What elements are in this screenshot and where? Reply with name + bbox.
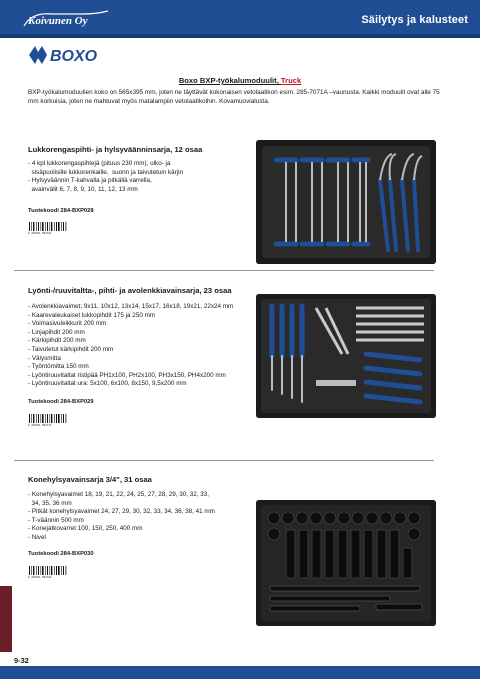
intro-text: BXP-työkalumoduulien koko on 565x395 mm, joten ne täyttävät kokonaisen vetolaatikon esim. 285-7071A –vaunusta. Kaikki moduulit ovat alle 75 mm korkuisia, joten ne mahtuvat myös matalampiin vetolaatikoihin. Kovamuovialusta. <box>28 89 440 106</box>
barcode-1 <box>28 222 68 234</box>
boxo-logo <box>28 44 114 66</box>
bullet: - 4 kpl lukkorengaspihtejä (pituus 230 mm), ulko- ja <box>28 160 171 167</box>
svg-text:6 416251 597164: 6 416251 597164 <box>28 232 52 234</box>
intro-title-main: Boxo BXP-työkalumoduulit, <box>178 76 281 85</box>
header-bar <box>0 0 480 38</box>
product-title-1: Lukkorengaspihti- ja hylsyväänninsarja, 12 osaa <box>28 145 203 154</box>
svg-text:6 416251 597171: 6 416251 597171 <box>28 424 52 426</box>
bullet: - Työntömitta 150 mm <box>28 363 89 371</box>
bullet: - Välysmitta <box>28 354 61 362</box>
svg-text:Koivunen Oy: Koivunen Oy <box>28 15 88 27</box>
intro-title-red: Truck <box>280 76 302 85</box>
product-title-2: Lyönti-/ruuvitaltta-, pihti- ja avolenkkiavainsarja, 23 osaa <box>28 286 232 295</box>
header-stripe <box>0 34 480 38</box>
product-code-1: Tuotekoodi 284-BXP028 <box>28 208 94 214</box>
product-bullets-2 <box>28 303 233 389</box>
bullet: - T-väännin 500 mm <box>28 516 84 524</box>
svg-text:6 416251 597188: 6 416251 597188 <box>28 576 52 578</box>
bullet: avainvälit 6, 7, 8, 9, 10, 11, 12, 13 mm <box>28 185 138 193</box>
bullet: - Voimasivuleikkurit 200 mm <box>28 320 107 328</box>
bullet: - Konehylsyavaimet 18, 19, 21, 22, 24, 25, 27, 28, 29, 30, 32, 33, <box>28 491 209 498</box>
bullet: - Konejatkovarret 100, 150, 250, 400 mm <box>28 525 143 533</box>
section-divider <box>14 460 434 461</box>
page-number: 9-32 <box>14 656 29 665</box>
bullet: - Linjapihdit 200 mm <box>28 328 85 336</box>
bullet: sisäpuolisille lukkorenkaille, suorin ja taivutetuin kärjin <box>28 168 184 176</box>
tray-image-1 <box>256 140 436 264</box>
product-photo-3 <box>256 500 436 626</box>
product-title-3: Konehylsyavainsarja 3/4", 31 osaa <box>28 475 152 484</box>
product-photo-1 <box>256 140 436 264</box>
product-bullets-3 <box>28 491 215 543</box>
bullet: - Lyöntiruuvitaltat ura: 5x100, 6x100, 8x150, 9,5x200 mm <box>28 380 187 388</box>
barcode-2 <box>28 414 68 426</box>
section-divider <box>14 270 434 271</box>
bullet: - Kärkipihdit 200 mm <box>28 337 86 345</box>
product-code-2: Tuotekoodi 284-BXP029 <box>28 399 94 405</box>
intro-title <box>0 76 480 85</box>
svg-text:BOXO: BOXO <box>50 48 98 65</box>
bullet: - Pitkät konehylsyavaimet 24, 27, 29, 30, 32, 33, 34, 36, 38, 41 mm <box>28 508 215 516</box>
side-chapter-tab <box>0 586 12 652</box>
footer-bar <box>0 666 480 679</box>
product-photo-2 <box>256 294 436 418</box>
product-code-3: Tuotekoodi 284-BXP030 <box>28 551 94 557</box>
bullet: - Hylsyväännin T-kahvalla ja pitkällä varrella, <box>28 177 152 185</box>
koivunen-logo <box>22 8 112 30</box>
bullet: - Lyöntiruuvitaltat ristipää PH1x100, PH2x100, PH3x150, PH4x200 mm <box>28 371 226 379</box>
product-bullets-1 <box>28 160 183 194</box>
bullet: - Nivel <box>28 533 46 541</box>
tray-image-2 <box>256 294 436 418</box>
tray-image-3 <box>256 500 436 626</box>
bullet: - Taivutetut kärkipihdit 200 mm <box>28 345 114 353</box>
bullet: 34, 35, 36 mm <box>28 499 72 507</box>
barcode-3 <box>28 566 68 578</box>
bullet: - Kaarevaleukaiset lukkopihdit 175 ja 250 mm <box>28 311 156 319</box>
section-title: Säilytys ja kalusteet <box>361 14 468 26</box>
bullet: - Avolenkkiavaimet; 9x11, 10x12, 13x14, 15x17, 16x18, 19x21, 22x24 mm <box>28 303 234 310</box>
